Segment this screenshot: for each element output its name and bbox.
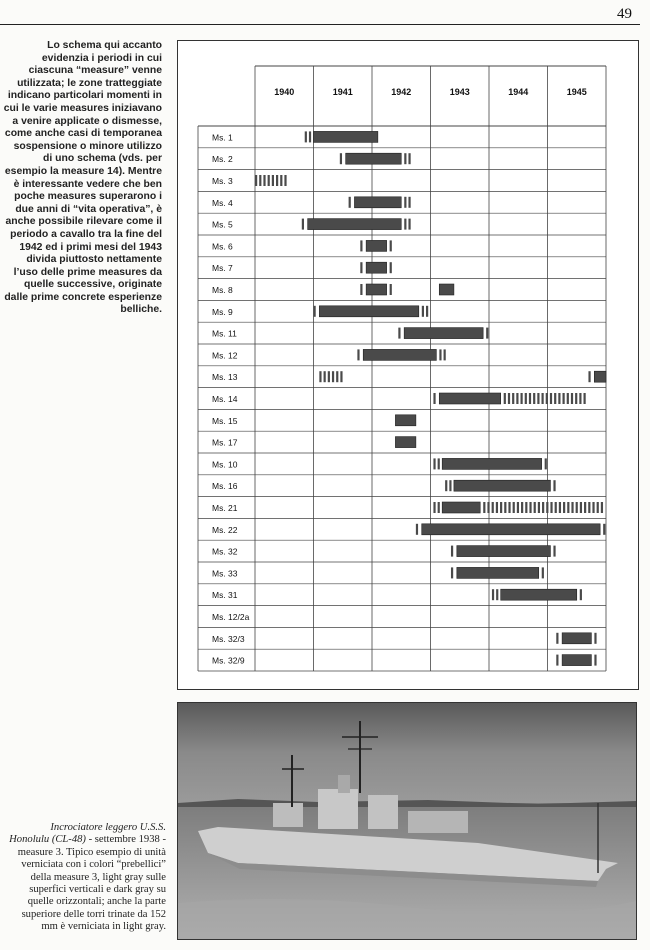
hatch-mark	[340, 371, 342, 382]
hatch-mark	[555, 502, 557, 513]
measure-bar	[314, 131, 378, 142]
hatch-mark	[438, 502, 440, 513]
photo-caption	[8, 822, 166, 934]
hatch-mark	[272, 175, 274, 186]
measure-bar	[366, 284, 386, 295]
measure-bar	[442, 458, 541, 469]
hatch-mark	[426, 306, 428, 317]
hatch-mark	[319, 371, 321, 382]
hatch-mark	[529, 393, 531, 404]
row-label: Ms. 16	[212, 481, 238, 492]
row-label: Ms. 2	[212, 154, 233, 165]
hatch-mark	[492, 502, 494, 513]
hatch-mark	[508, 502, 510, 513]
hatch-mark	[588, 371, 590, 382]
hatch-mark	[438, 458, 440, 469]
caption-text: - settembre 1938 - measure 3. Tipico esempio di unità verniciata con i colori “prebellici” della measure 3, light gray sulle superfici verticali e dark gray su quelle orizzontali; anche la parte superiore delle torri trinate da 152 mm è verniciata in light gray.	[17, 834, 166, 933]
hatch-mark	[408, 197, 410, 208]
measure-bar	[395, 415, 415, 426]
hatch-mark	[525, 502, 527, 513]
measure-bar	[346, 153, 402, 164]
hatch-mark	[487, 502, 489, 513]
hatch-mark	[439, 349, 441, 360]
measure-bar	[439, 284, 454, 295]
hatch-mark	[433, 502, 435, 513]
hatch-mark	[314, 306, 316, 317]
hatch-mark	[579, 393, 581, 404]
hatch-mark	[521, 502, 523, 513]
hatch-mark	[390, 262, 392, 273]
measure-bar	[404, 328, 483, 339]
hatch-mark	[451, 546, 453, 557]
hatch-mark	[594, 655, 596, 666]
hatch-mark	[496, 502, 498, 513]
hatch-mark	[340, 153, 342, 164]
hatch-mark	[521, 393, 523, 404]
measure-bar	[457, 567, 539, 578]
hatch-mark	[553, 546, 555, 557]
hatch-mark	[546, 502, 548, 513]
measure-bar	[562, 655, 591, 666]
row-label: Ms. 17	[212, 437, 238, 448]
hatch-mark	[603, 524, 605, 535]
hatch-mark	[508, 393, 510, 404]
hatch-mark	[360, 284, 362, 295]
measure-bar	[363, 349, 436, 360]
hatch-mark	[444, 349, 446, 360]
hatch-mark	[556, 633, 558, 644]
hatch-mark	[584, 393, 586, 404]
year-label-1943: 1943	[449, 87, 470, 97]
hatch-mark	[276, 175, 278, 186]
measure-bar	[454, 480, 551, 491]
hatch-mark	[451, 567, 453, 578]
row-label: Ms. 33	[212, 568, 238, 579]
measure-bar	[308, 219, 402, 230]
measure-bar	[366, 262, 386, 273]
hatch-mark	[545, 458, 547, 469]
hatch-mark	[357, 349, 359, 360]
hatch-mark	[513, 502, 515, 513]
hatch-mark	[533, 393, 535, 404]
measure-bar	[457, 546, 551, 557]
measure-bar	[354, 197, 401, 208]
row-label: Ms. 3	[212, 176, 233, 186]
hatch-mark	[576, 502, 578, 513]
row-label: Ms. 7	[212, 263, 233, 274]
hatch-mark	[517, 502, 519, 513]
hatch-mark	[504, 502, 506, 513]
row-label: Ms. 32	[212, 546, 238, 557]
hatch-mark	[512, 393, 514, 404]
measure-bar	[594, 371, 606, 382]
hatch-mark	[516, 393, 518, 404]
row-label: Ms. 9	[212, 306, 233, 317]
row-label: Ms. 32/9	[212, 655, 245, 666]
measure-bar	[395, 437, 415, 448]
hatch-mark	[496, 589, 498, 600]
hatch-mark	[280, 175, 282, 186]
hatch-mark	[408, 153, 410, 164]
hatch-mark	[592, 502, 594, 513]
row-label: Ms. 8	[212, 285, 233, 295]
hatch-mark	[538, 502, 540, 513]
hatch-mark	[309, 131, 311, 142]
measures-timeline-svg	[178, 41, 638, 689]
hatch-mark	[580, 589, 582, 600]
row-label: Ms. 5	[212, 219, 233, 230]
hatch-mark	[324, 371, 326, 382]
hatch-mark	[571, 502, 573, 513]
hatch-mark	[390, 284, 392, 295]
hatch-mark	[259, 175, 261, 186]
row-label: Ms. 21	[212, 503, 238, 513]
hatch-mark	[567, 502, 569, 513]
row-label: Ms. 6	[212, 241, 233, 252]
hatch-mark	[588, 502, 590, 513]
hatch-mark	[332, 371, 334, 382]
header-rule	[0, 24, 640, 25]
row-label: Ms. 14	[212, 394, 238, 404]
hatch-mark	[486, 328, 488, 339]
hatch-mark	[390, 240, 392, 251]
row-label: Ms. 12	[212, 350, 238, 361]
hatch-mark	[534, 502, 536, 513]
hatch-mark	[584, 502, 586, 513]
hatch-mark	[580, 502, 582, 513]
row-label: Ms. 31	[212, 590, 238, 601]
ship-photo	[177, 702, 637, 940]
row-label: Ms. 4	[212, 197, 233, 208]
year-label-1944: 1944	[508, 87, 529, 97]
sidebar-text: Lo schema qui accanto evidenzia i periodi in cui ciascuna “measure” venne utilizzata; le zone tratteggiate indicano particolari momenti in cui le varie measures iniziavano a venire applicate o dismesse, come anche casi di temporanea sospensione o minore utilizzo di uno schema (vds. per esempio la measure 14). Mentre è interessante vedere che ben poche measures superarono i due anni di “vita operativa”, è anche possibile rilevare come il periodo a cavallo tra la fine del 1942 ed i primi mesi del 1943 divida piuttosto nettamente l’uso delle prime measures da quelle successive, originate dalle prime concrete esperienze belliche.	[3, 40, 162, 316]
caption-title: Incrociatore leggero U.S.S. Honolulu (CL-48)	[9, 822, 166, 846]
hatch-mark	[556, 655, 558, 666]
measure-bar	[319, 306, 418, 317]
hatch-mark	[567, 393, 569, 404]
row-label: Ms. 13	[212, 372, 238, 383]
hatch-mark	[404, 219, 406, 230]
hatch-mark	[416, 524, 418, 535]
hatch-mark	[284, 175, 286, 186]
measure-bar	[501, 589, 577, 600]
hatch-mark	[360, 262, 362, 273]
year-label-1945: 1945	[566, 87, 587, 97]
hatch-mark	[408, 219, 410, 230]
measure-bar	[422, 524, 600, 535]
hatch-mark	[601, 502, 603, 513]
hatch-mark	[575, 393, 577, 404]
year-label-1941: 1941	[332, 87, 353, 97]
hatch-mark	[302, 219, 304, 230]
hatch-mark	[398, 328, 400, 339]
measure-bar	[366, 240, 386, 251]
hatch-mark	[349, 197, 351, 208]
row-label: Ms. 22	[212, 524, 238, 535]
hatch-mark	[571, 393, 573, 404]
row-label: Ms. 11	[212, 328, 237, 339]
measure-bar	[442, 502, 480, 513]
row-label: Ms. 10	[212, 459, 238, 470]
hatch-mark	[449, 480, 451, 491]
hatch-mark	[525, 393, 527, 404]
hatch-mark	[546, 393, 548, 404]
hatch-mark	[563, 393, 565, 404]
hatch-mark	[263, 175, 265, 186]
row-label: Ms. 12/2a	[212, 612, 250, 622]
hatch-mark	[492, 589, 494, 600]
hatch-mark	[255, 175, 257, 186]
hatch-mark	[554, 393, 556, 404]
hatch-mark	[336, 371, 338, 382]
hatch-mark	[483, 502, 485, 513]
hatch-mark	[542, 502, 544, 513]
hatch-mark	[597, 502, 599, 513]
page-number: 49	[617, 6, 632, 22]
hatch-mark	[537, 393, 539, 404]
hatch-mark	[360, 240, 362, 251]
hatch-mark	[542, 393, 544, 404]
hatch-mark	[328, 371, 330, 382]
hatch-mark	[433, 458, 435, 469]
hatch-mark	[542, 567, 544, 578]
hatch-mark	[422, 306, 424, 317]
hatch-mark	[553, 480, 555, 491]
hatch-mark	[445, 480, 447, 491]
hatch-mark	[404, 153, 406, 164]
row-label: Ms. 1	[212, 132, 233, 143]
hatch-mark	[558, 393, 560, 404]
hatch-mark	[305, 131, 307, 142]
row-label: Ms. 32/3	[212, 633, 245, 644]
measure-bar	[562, 633, 591, 644]
hatch-mark	[500, 502, 502, 513]
measures-chart	[177, 40, 639, 690]
hatch-mark	[550, 393, 552, 404]
hatch-mark	[504, 393, 506, 404]
hatch-mark	[594, 633, 596, 644]
hatch-mark	[433, 393, 435, 404]
hatch-mark	[563, 502, 565, 513]
year-label-1942: 1942	[391, 87, 412, 97]
hatch-mark	[550, 502, 552, 513]
hatch-mark	[404, 197, 406, 208]
row-label: Ms. 15	[212, 415, 238, 426]
measure-bar	[439, 393, 500, 404]
hatch-mark	[559, 502, 561, 513]
hatch-mark	[268, 175, 270, 186]
hatch-mark	[529, 502, 531, 513]
year-label-1940: 1940	[274, 87, 295, 97]
